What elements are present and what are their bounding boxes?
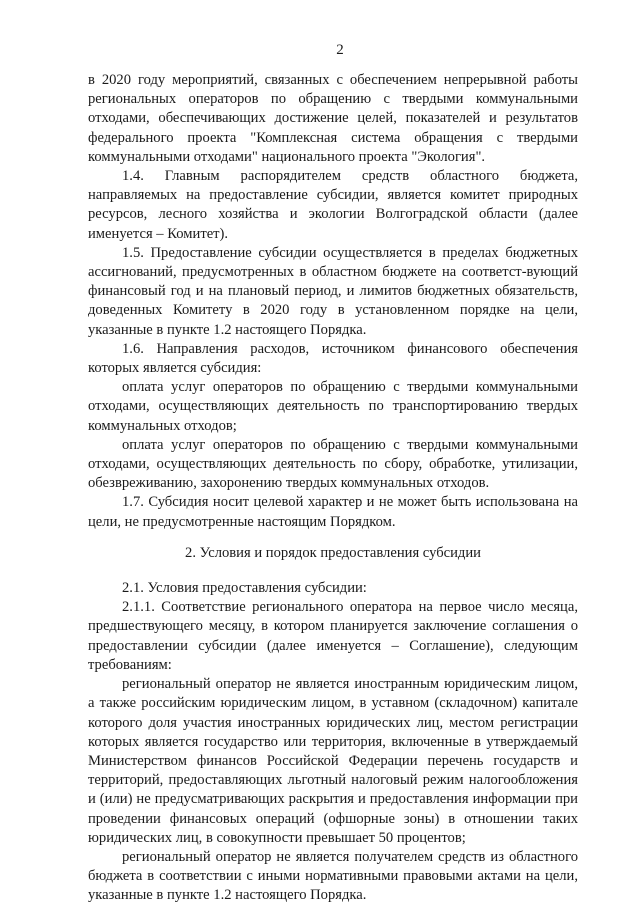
section-heading-2: 2. Условия и порядок предоставления субсидии: [185, 544, 481, 561]
paragraph-continuation: в 2020 году мероприятий, связанных с обеспечением непрерывной работы региональных операторов по обращению с твердыми коммунальными отходами, обеспечивающих достижение целей, показателей и результатов федерального проекта "Комплексная система обращения с твердыми коммунальными отходами" национального проекта "Экология".: [88, 72, 578, 165]
paragraph-2-1-1: 2.1.1. Соответствие регионального оператора на первое число месяца, предшествующего месяцу, в котором планируется заключение соглашения о предоставлении субсидии (далее именуется – Соглашение), следующим требованиям:: [88, 599, 578, 673]
paragraph-1-6-item-1: оплата услуг операторов по обращению с твердыми коммунальными отходами, осуществляющих деятельность по транспортированию твердых коммунальных отходов;: [88, 379, 578, 434]
paragraph-1-4: 1.4. Главным распорядителем средств областного бюджета, направляемых на предоставление субсидии, является комитет природных ресурсов, лесного хозяйства и экологии Волгоградской области (далее именуется – Комитет).: [88, 168, 578, 242]
paragraph-1-6-item-2: оплата услуг операторов по обращению с твердыми коммунальными отходами, осуществляющих деятельность по сбору, обработке, утилизации, обезвреживанию, захоронению твердых коммунальных отходов.: [88, 436, 578, 492]
paragraph-2-1: 2.1. Условия предоставления субсидии:: [122, 580, 367, 597]
paragraph-1-7: 1.7. Субсидия носит целевой характер и не может быть использована на цели, не предусмотренные настоящим Порядком.: [88, 494, 578, 530]
paragraph-1-6: 1.6. Направления расходов, источником финансового обеспечения которых является субсидия:: [88, 340, 578, 377]
document-body: [88, 71, 578, 906]
page-number: 2: [336, 42, 344, 58]
paragraph-requirement-2: региональный оператор не является получателем средств из областного бюджета в соответствии с иными нормативными правовыми актами на цели, указанные в пункте 1.2 настоящего Порядка.: [88, 848, 578, 904]
paragraph-requirement-1: региональный оператор не является иностранным юридическим лицом, а также российским юридическим лицом, в уставном (складочном) капитале которого доля участия иностранных юридических лиц, местом регистрации которых является государство или территория, включенные в утверждаемый Министерством финансов Российской Федерации перечень государств и территорий, предоставляющих льготный налоговый режим налогообложения и (или) не предусматривающих раскрытия и предоставления информации при проведении финансовых операций (офшорные зоны) в отношении таких юридических лиц, в совокупности превышает 50 процентов;: [88, 676, 578, 846]
paragraph-1-5: 1.5. Предоставление субсидии осуществляется в пределах бюджетных ассигнований, предусмотренных в областном бюджете на соответст-вующий финансовый год и на плановый период, и лимитов бюджетных обязательств, доведенных Комитету в 2020 году в установленном порядке на цели, указанные в пункте 1.2 настоящего Порядка.: [88, 244, 578, 338]
